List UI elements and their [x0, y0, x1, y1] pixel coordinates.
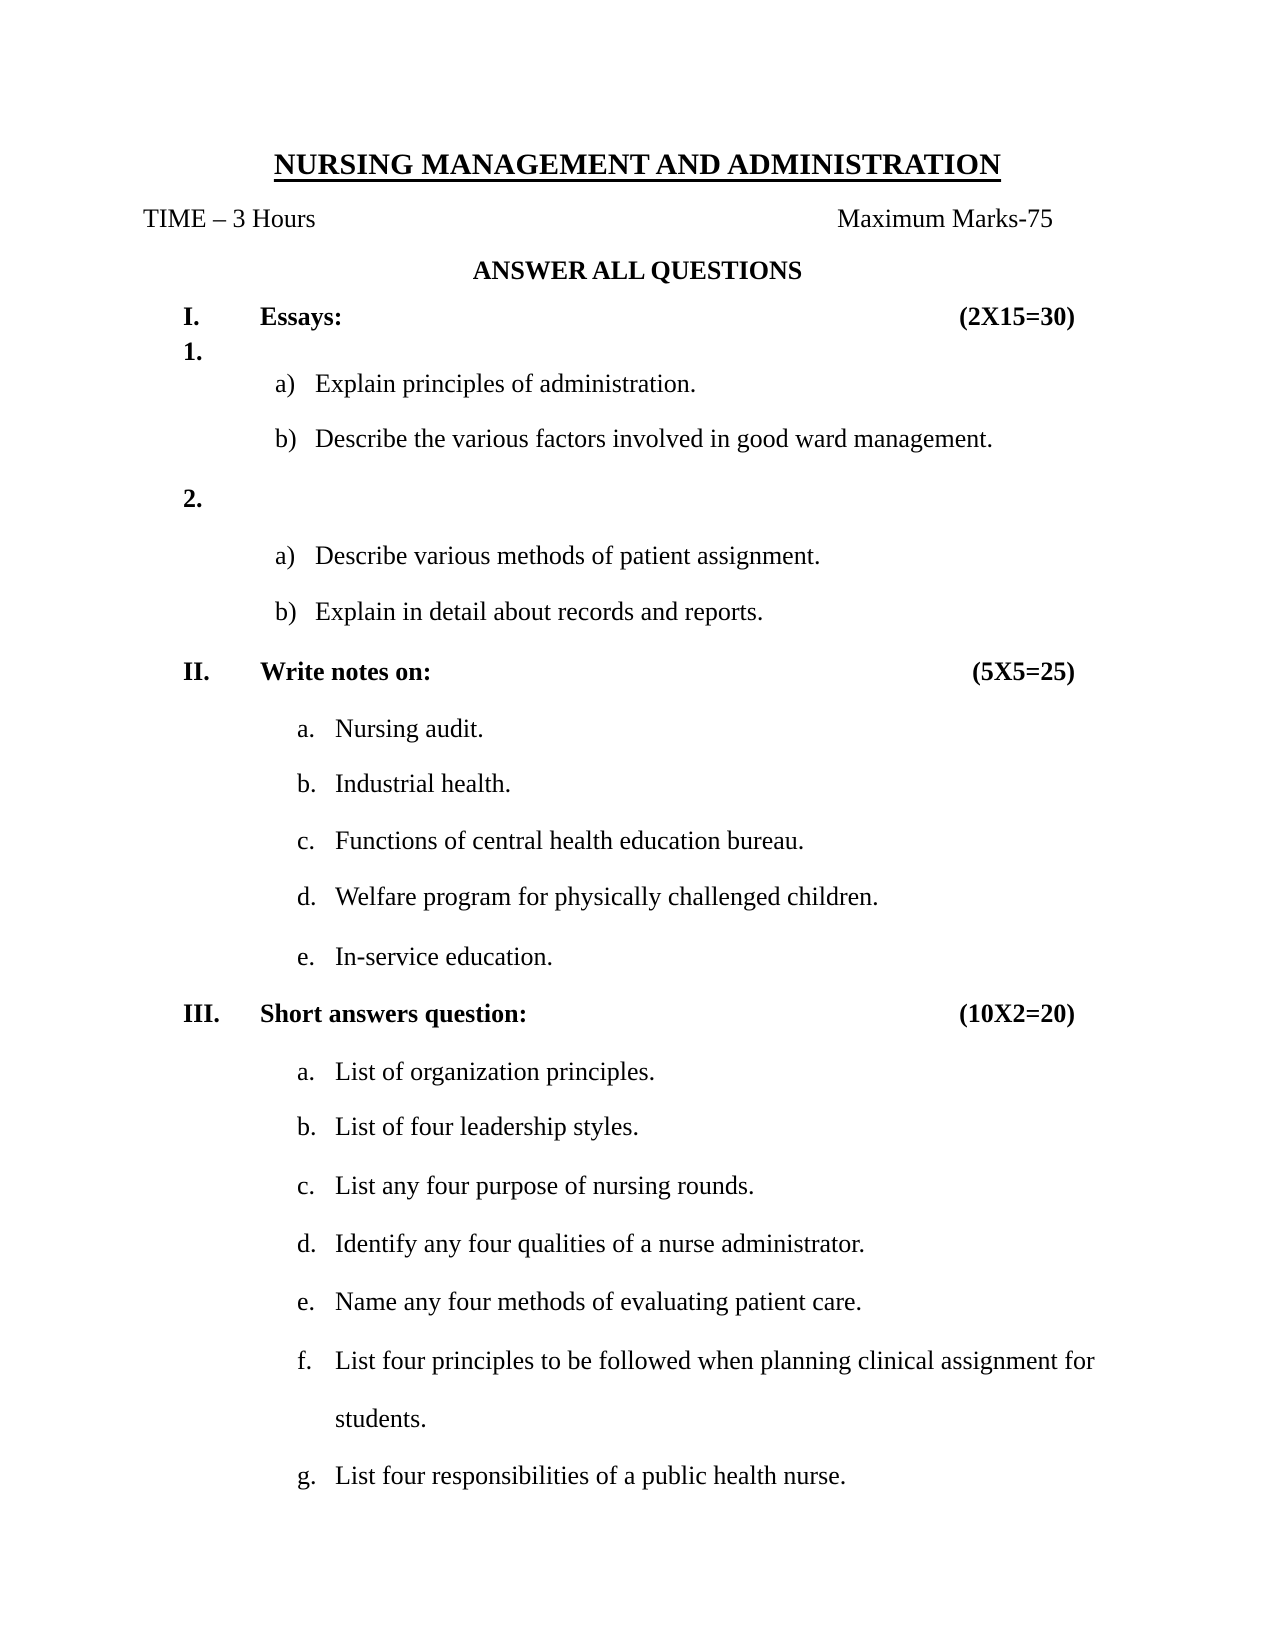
- section-1-marks: (2X15=30): [959, 302, 1075, 331]
- item-text: Name any four methods of evaluating patient care.: [335, 1287, 863, 1316]
- item-text: List four principles to be followed when planning clinical assignment for: [335, 1346, 1095, 1375]
- item-label: a.: [297, 714, 316, 743]
- item-text: Explain in detail about records and reports.: [315, 597, 764, 626]
- question-2-number: 2.: [183, 484, 203, 513]
- section-1-heading: Essays:: [260, 302, 343, 331]
- item-label: c.: [297, 1171, 316, 1200]
- item-text: Describe the various factors involved in good ward management.: [315, 424, 993, 453]
- item-text: Industrial health.: [335, 769, 512, 798]
- item-label: g.: [297, 1461, 317, 1490]
- item-text: In-service education.: [335, 942, 554, 971]
- item-text: List any four purpose of nursing rounds.: [335, 1171, 755, 1200]
- time-allowed: TIME – 3 Hours: [143, 204, 316, 233]
- item-label: c.: [297, 826, 316, 855]
- item-label: e.: [297, 1287, 316, 1316]
- section-3-marks: (10X2=20): [959, 999, 1075, 1028]
- item-label: a): [275, 541, 296, 570]
- item-text: Welfare program for physically challenged children.: [335, 882, 879, 911]
- item-text: Functions of central health education bureau.: [335, 826, 805, 855]
- item-label: b): [275, 424, 297, 453]
- item-label: e.: [297, 942, 316, 971]
- section-3-numeral: III.: [183, 999, 220, 1028]
- item-text-continuation: students.: [335, 1404, 427, 1433]
- item-text: Explain principles of administration.: [315, 369, 697, 398]
- item-text: Describe various methods of patient assignment.: [315, 541, 821, 570]
- item-label: f.: [297, 1346, 313, 1375]
- item-text: List of organization principles.: [335, 1057, 656, 1086]
- section-2-marks: (5X5=25): [972, 657, 1075, 686]
- item-label: a.: [297, 1057, 316, 1086]
- item-text: List four responsibilities of a public health nurse.: [335, 1461, 847, 1490]
- item-text: Nursing audit.: [335, 714, 484, 743]
- item-label: b.: [297, 1112, 317, 1141]
- page-title: [0, 148, 1275, 183]
- section-3-heading: Short answers question:: [260, 999, 528, 1028]
- question-1-number: 1.: [183, 337, 203, 366]
- item-label: d.: [297, 1229, 317, 1258]
- item-text: Identify any four qualities of a nurse administrator.: [335, 1229, 865, 1258]
- item-label: d.: [297, 882, 317, 911]
- instruction: ANSWER ALL QUESTIONS: [472, 256, 803, 285]
- item-label: b.: [297, 769, 317, 798]
- item-label: b): [275, 597, 297, 626]
- item-text: List of four leadership styles.: [335, 1112, 639, 1141]
- section-1-numeral: I.: [183, 302, 200, 331]
- item-label: a): [275, 369, 296, 398]
- maximum-marks: Maximum Marks-75: [837, 204, 1053, 233]
- section-2-numeral: II.: [183, 657, 210, 686]
- page-title-text: NURSING MANAGEMENT AND ADMINISTRATION: [273, 148, 1002, 181]
- section-2-heading: Write notes on:: [260, 657, 432, 686]
